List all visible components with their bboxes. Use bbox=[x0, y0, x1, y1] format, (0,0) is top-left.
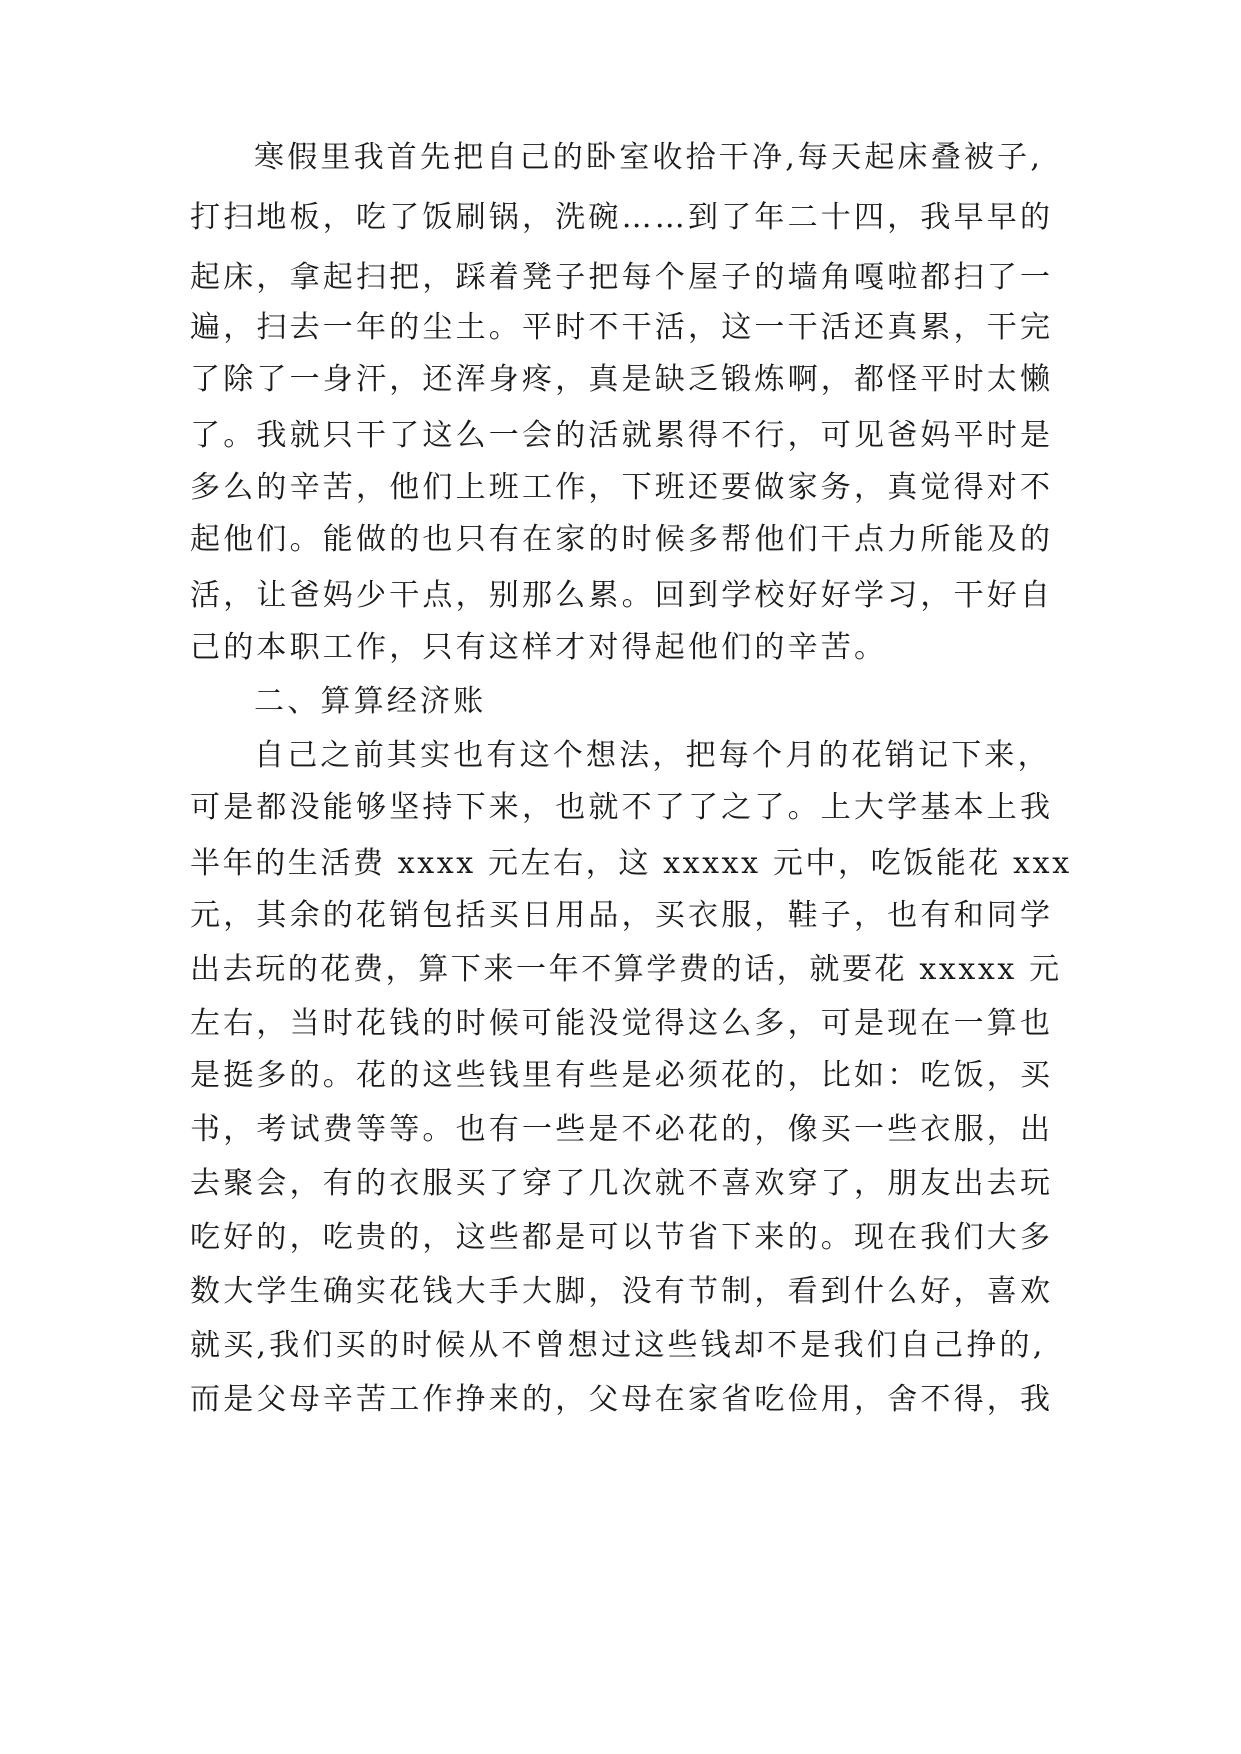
paragraph-line: 起他们。能做的也只有在家的时候多帮他们干点力所能及的 bbox=[190, 522, 1054, 557]
paragraph-line: 可是都没能够坚持下来，也就不了了之了。上大学基本上我 bbox=[190, 790, 1054, 825]
paragraph-line: 就买,我们买的时候从不曾想过这些钱却不是我们自己挣的, bbox=[190, 1328, 1046, 1363]
paragraph-line: 数大学生确实花钱大手大脚，没有节制，看到什么好，喜欢 bbox=[190, 1274, 1054, 1309]
paragraph-line: 去聚会，有的衣服买了穿了几次就不喜欢穿了，朋友出去玩 bbox=[190, 1166, 1054, 1201]
paragraph-line: 多么的辛苦，他们上班工作，下班还要做家务，真觉得对不 bbox=[190, 470, 1054, 505]
paragraph-line: 元，其余的花销包括买日用品，买衣服，鞋子，也有和同学 bbox=[190, 898, 1054, 933]
paragraph-line: 己的本职工作，只有这样才对得起他们的辛苦。 bbox=[190, 630, 888, 665]
paragraph-line: 起床，拿起扫把，踩着凳子把每个屋子的墙角嘎啦都扫了一 bbox=[190, 260, 1054, 295]
paragraph-line: 寒假里我首先把自己的卧室收拾干净,每天起床叠被子, bbox=[254, 140, 1044, 175]
paragraph-line: 吃好的，吃贵的，这些都是可以节省下来的。现在我们大多 bbox=[190, 1220, 1054, 1255]
paragraph-line: 出去玩的花费，算下来一年不算学费的话，就要花 xxxxx 元 bbox=[190, 952, 1062, 987]
paragraph-line: 而是父母辛苦工作挣来的，父母在家省吃俭用，舍不得，我 bbox=[190, 1382, 1054, 1417]
paragraph-line: 左右，当时花钱的时候可能没觉得这么多，可是现在一算也 bbox=[190, 1006, 1054, 1041]
paragraph-line: 了。我就只干了这么一会的活就累得不行，可见爸妈平时是 bbox=[190, 418, 1054, 453]
paragraph-line: 打扫地板，吃了饭刷锅，洗碗……到了年二十四，我早早的 bbox=[190, 200, 1054, 235]
paragraph-line: 书，考试费等等。也有一些是不必花的，像买一些衣服，出 bbox=[190, 1112, 1054, 1147]
paragraph-line: 了除了一身汗，还浑身疼，真是缺乏锻炼啊，都怪平时太懒 bbox=[190, 362, 1054, 397]
paragraph-line: 遍，扫去一年的尘土。平时不干活，这一干活还真累，干完 bbox=[190, 310, 1054, 345]
paragraph-line: 半年的生活费 xxxx 元左右，这 xxxxx 元中，吃饭能花 xxx bbox=[190, 846, 1072, 881]
section-heading: 二、算算经济账 bbox=[254, 684, 487, 719]
paragraph-line: 是挺多的。花的这些钱里有些是必须花的，比如：吃饭，买 bbox=[190, 1058, 1054, 1093]
paragraph-line: 活，让爸妈少干点，别那么累。回到学校好好学习，干好自 bbox=[190, 578, 1054, 613]
paragraph-line: 自己之前其实也有这个想法，把每个月的花销记下来， bbox=[254, 738, 1051, 773]
